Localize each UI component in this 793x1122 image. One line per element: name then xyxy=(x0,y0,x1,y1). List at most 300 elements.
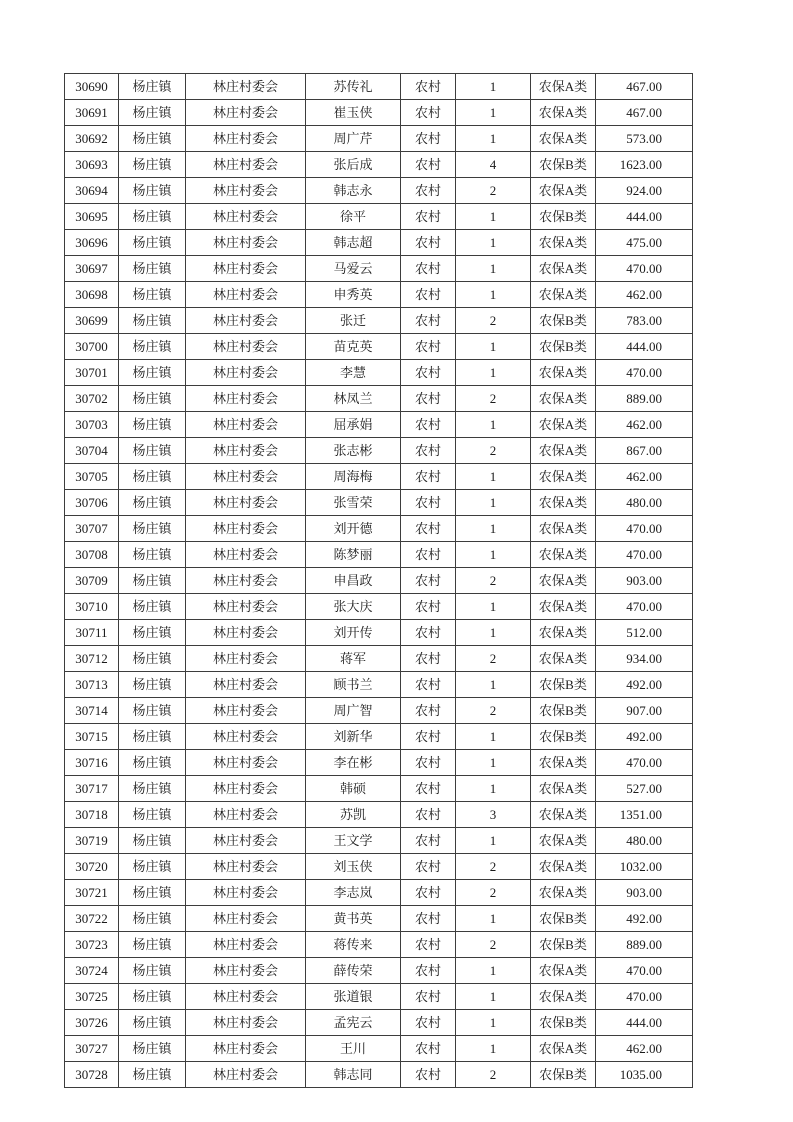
cell-insurance: 农保A类 xyxy=(531,126,596,152)
table-row xyxy=(65,828,693,854)
cell-insurance: 农保A类 xyxy=(531,1036,596,1062)
cell-town: 杨庄镇 xyxy=(119,828,186,854)
cell-category: 农村 xyxy=(401,178,456,204)
cell-category: 农村 xyxy=(401,126,456,152)
cell-category: 农村 xyxy=(401,100,456,126)
cell-id: 30706 xyxy=(65,490,119,516)
cell-village: 林庄村委会 xyxy=(186,438,306,464)
cell-town: 杨庄镇 xyxy=(119,776,186,802)
cell-insurance: 农保B类 xyxy=(531,906,596,932)
cell-village: 林庄村委会 xyxy=(186,672,306,698)
cell-count: 1 xyxy=(456,256,531,282)
cell-insurance: 农保A类 xyxy=(531,438,596,464)
cell-count: 1 xyxy=(456,724,531,750)
cell-count: 2 xyxy=(456,932,531,958)
cell-village: 林庄村委会 xyxy=(186,620,306,646)
cell-amount: 462.00 xyxy=(596,1036,693,1062)
cell-town: 杨庄镇 xyxy=(119,542,186,568)
cell-name: 张大庆 xyxy=(306,594,401,620)
cell-village: 林庄村委会 xyxy=(186,646,306,672)
cell-insurance: 农保A类 xyxy=(531,256,596,282)
cell-name: 王川 xyxy=(306,1036,401,1062)
cell-insurance: 农保B类 xyxy=(531,724,596,750)
cell-town: 杨庄镇 xyxy=(119,178,186,204)
cell-insurance: 农保B类 xyxy=(531,698,596,724)
cell-id: 30703 xyxy=(65,412,119,438)
cell-town: 杨庄镇 xyxy=(119,672,186,698)
cell-name: 苏传礼 xyxy=(306,74,401,100)
cell-insurance: 农保A类 xyxy=(531,464,596,490)
cell-amount: 462.00 xyxy=(596,412,693,438)
cell-insurance: 农保B类 xyxy=(531,932,596,958)
cell-insurance: 农保B类 xyxy=(531,1010,596,1036)
cell-name: 张后成 xyxy=(306,152,401,178)
table-row xyxy=(65,542,693,568)
cell-count: 2 xyxy=(456,568,531,594)
cell-id: 30718 xyxy=(65,802,119,828)
cell-count: 1 xyxy=(456,412,531,438)
cell-count: 1 xyxy=(456,542,531,568)
cell-category: 农村 xyxy=(401,282,456,308)
cell-insurance: 农保A类 xyxy=(531,646,596,672)
cell-amount: 889.00 xyxy=(596,386,693,412)
cell-town: 杨庄镇 xyxy=(119,464,186,490)
cell-village: 林庄村委会 xyxy=(186,594,306,620)
cell-id: 30707 xyxy=(65,516,119,542)
cell-id: 30712 xyxy=(65,646,119,672)
cell-count: 1 xyxy=(456,74,531,100)
cell-count: 1 xyxy=(456,126,531,152)
cell-town: 杨庄镇 xyxy=(119,724,186,750)
cell-count: 2 xyxy=(456,308,531,334)
table-row xyxy=(65,1036,693,1062)
cell-id: 30721 xyxy=(65,880,119,906)
table-row xyxy=(65,100,693,126)
cell-name: 韩志永 xyxy=(306,178,401,204)
cell-amount: 470.00 xyxy=(596,516,693,542)
cell-name: 陈梦丽 xyxy=(306,542,401,568)
cell-name: 张道银 xyxy=(306,984,401,1010)
cell-town: 杨庄镇 xyxy=(119,880,186,906)
cell-id: 30701 xyxy=(65,360,119,386)
cell-id: 30714 xyxy=(65,698,119,724)
cell-town: 杨庄镇 xyxy=(119,308,186,334)
cell-town: 杨庄镇 xyxy=(119,932,186,958)
cell-category: 农村 xyxy=(401,594,456,620)
cell-insurance: 农保A类 xyxy=(531,854,596,880)
cell-insurance: 农保A类 xyxy=(531,568,596,594)
cell-town: 杨庄镇 xyxy=(119,1010,186,1036)
cell-village: 林庄村委会 xyxy=(186,490,306,516)
cell-category: 农村 xyxy=(401,542,456,568)
cell-town: 杨庄镇 xyxy=(119,282,186,308)
table-row xyxy=(65,880,693,906)
cell-amount: 1351.00 xyxy=(596,802,693,828)
cell-town: 杨庄镇 xyxy=(119,230,186,256)
table-row xyxy=(65,178,693,204)
cell-count: 2 xyxy=(456,1062,531,1088)
cell-category: 农村 xyxy=(401,360,456,386)
cell-category: 农村 xyxy=(401,646,456,672)
cell-village: 林庄村委会 xyxy=(186,568,306,594)
table-row xyxy=(65,464,693,490)
cell-category: 农村 xyxy=(401,334,456,360)
cell-category: 农村 xyxy=(401,854,456,880)
cell-category: 农村 xyxy=(401,568,456,594)
cell-amount: 934.00 xyxy=(596,646,693,672)
cell-name: 张迁 xyxy=(306,308,401,334)
table-row xyxy=(65,152,693,178)
cell-village: 林庄村委会 xyxy=(186,204,306,230)
cell-category: 农村 xyxy=(401,516,456,542)
cell-count: 1 xyxy=(456,230,531,256)
cell-name: 李志岚 xyxy=(306,880,401,906)
cell-amount: 527.00 xyxy=(596,776,693,802)
cell-id: 30695 xyxy=(65,204,119,230)
cell-village: 林庄村委会 xyxy=(186,1036,306,1062)
table-row xyxy=(65,282,693,308)
cell-name: 蒋军 xyxy=(306,646,401,672)
table-row xyxy=(65,776,693,802)
cell-amount: 470.00 xyxy=(596,750,693,776)
cell-count: 3 xyxy=(456,802,531,828)
cell-category: 农村 xyxy=(401,880,456,906)
cell-village: 林庄村委会 xyxy=(186,880,306,906)
table-row xyxy=(65,646,693,672)
table-row xyxy=(65,386,693,412)
cell-name: 黄书英 xyxy=(306,906,401,932)
cell-name: 周广智 xyxy=(306,698,401,724)
cell-town: 杨庄镇 xyxy=(119,1036,186,1062)
cell-id: 30719 xyxy=(65,828,119,854)
cell-town: 杨庄镇 xyxy=(119,516,186,542)
cell-insurance: 农保A类 xyxy=(531,958,596,984)
cell-name: 张雪荣 xyxy=(306,490,401,516)
cell-village: 林庄村委会 xyxy=(186,230,306,256)
cell-category: 农村 xyxy=(401,490,456,516)
cell-amount: 573.00 xyxy=(596,126,693,152)
cell-count: 1 xyxy=(456,516,531,542)
cell-name: 马爱云 xyxy=(306,256,401,282)
cell-count: 1 xyxy=(456,282,531,308)
cell-name: 苏凯 xyxy=(306,802,401,828)
cell-insurance: 农保A类 xyxy=(531,542,596,568)
cell-insurance: 农保B类 xyxy=(531,308,596,334)
cell-village: 林庄村委会 xyxy=(186,308,306,334)
table-row xyxy=(65,984,693,1010)
cell-village: 林庄村委会 xyxy=(186,828,306,854)
cell-name: 王文学 xyxy=(306,828,401,854)
cell-insurance: 农保A类 xyxy=(531,594,596,620)
cell-insurance: 农保A类 xyxy=(531,802,596,828)
cell-name: 申昌政 xyxy=(306,568,401,594)
cell-insurance: 农保A类 xyxy=(531,984,596,1010)
cell-name: 韩志同 xyxy=(306,1062,401,1088)
cell-insurance: 农保A类 xyxy=(531,178,596,204)
cell-category: 农村 xyxy=(401,204,456,230)
cell-town: 杨庄镇 xyxy=(119,256,186,282)
cell-amount: 889.00 xyxy=(596,932,693,958)
cell-town: 杨庄镇 xyxy=(119,438,186,464)
cell-amount: 924.00 xyxy=(596,178,693,204)
cell-category: 农村 xyxy=(401,74,456,100)
table-row xyxy=(65,698,693,724)
cell-count: 1 xyxy=(456,360,531,386)
cell-count: 2 xyxy=(456,438,531,464)
cell-id: 30704 xyxy=(65,438,119,464)
cell-category: 农村 xyxy=(401,620,456,646)
cell-category: 农村 xyxy=(401,828,456,854)
cell-name: 徐平 xyxy=(306,204,401,230)
cell-count: 1 xyxy=(456,464,531,490)
cell-count: 1 xyxy=(456,906,531,932)
cell-amount: 470.00 xyxy=(596,984,693,1010)
cell-village: 林庄村委会 xyxy=(186,854,306,880)
cell-id: 30722 xyxy=(65,906,119,932)
cell-name: 刘开传 xyxy=(306,620,401,646)
cell-count: 1 xyxy=(456,776,531,802)
cell-category: 农村 xyxy=(401,308,456,334)
table-row xyxy=(65,672,693,698)
cell-town: 杨庄镇 xyxy=(119,152,186,178)
cell-category: 农村 xyxy=(401,958,456,984)
cell-name: 李慧 xyxy=(306,360,401,386)
cell-id: 30709 xyxy=(65,568,119,594)
table-row xyxy=(65,412,693,438)
cell-town: 杨庄镇 xyxy=(119,646,186,672)
table-row xyxy=(65,594,693,620)
cell-insurance: 农保A类 xyxy=(531,620,596,646)
cell-name: 顾书兰 xyxy=(306,672,401,698)
cell-insurance: 农保B类 xyxy=(531,672,596,698)
cell-name: 张志彬 xyxy=(306,438,401,464)
cell-village: 林庄村委会 xyxy=(186,126,306,152)
cell-name: 林凤兰 xyxy=(306,386,401,412)
cell-name: 孟宪云 xyxy=(306,1010,401,1036)
cell-town: 杨庄镇 xyxy=(119,126,186,152)
cell-amount: 470.00 xyxy=(596,256,693,282)
cell-category: 农村 xyxy=(401,438,456,464)
cell-category: 农村 xyxy=(401,230,456,256)
cell-id: 30693 xyxy=(65,152,119,178)
cell-category: 农村 xyxy=(401,464,456,490)
cell-amount: 467.00 xyxy=(596,100,693,126)
cell-name: 刘玉侠 xyxy=(306,854,401,880)
cell-town: 杨庄镇 xyxy=(119,412,186,438)
data-table xyxy=(64,73,693,1088)
table-row xyxy=(65,334,693,360)
cell-count: 1 xyxy=(456,204,531,230)
cell-village: 林庄村委会 xyxy=(186,386,306,412)
cell-id: 30713 xyxy=(65,672,119,698)
cell-count: 1 xyxy=(456,334,531,360)
cell-name: 韩硕 xyxy=(306,776,401,802)
table-row xyxy=(65,256,693,282)
cell-count: 1 xyxy=(456,620,531,646)
cell-village: 林庄村委会 xyxy=(186,282,306,308)
cell-category: 农村 xyxy=(401,152,456,178)
table-row xyxy=(65,932,693,958)
cell-name: 蒋传来 xyxy=(306,932,401,958)
table-row xyxy=(65,568,693,594)
cell-name: 刘开德 xyxy=(306,516,401,542)
cell-id: 30723 xyxy=(65,932,119,958)
table-row xyxy=(65,204,693,230)
cell-insurance: 农保A类 xyxy=(531,776,596,802)
cell-count: 2 xyxy=(456,178,531,204)
cell-amount: 470.00 xyxy=(596,594,693,620)
cell-count: 2 xyxy=(456,698,531,724)
cell-village: 林庄村委会 xyxy=(186,100,306,126)
cell-town: 杨庄镇 xyxy=(119,490,186,516)
cell-amount: 470.00 xyxy=(596,958,693,984)
cell-insurance: 农保A类 xyxy=(531,74,596,100)
cell-amount: 480.00 xyxy=(596,490,693,516)
cell-town: 杨庄镇 xyxy=(119,360,186,386)
cell-name: 刘新华 xyxy=(306,724,401,750)
cell-amount: 475.00 xyxy=(596,230,693,256)
cell-name: 李在彬 xyxy=(306,750,401,776)
cell-category: 农村 xyxy=(401,1010,456,1036)
cell-count: 2 xyxy=(456,880,531,906)
cell-town: 杨庄镇 xyxy=(119,334,186,360)
cell-id: 30716 xyxy=(65,750,119,776)
cell-village: 林庄村委会 xyxy=(186,1010,306,1036)
cell-name: 薛传荣 xyxy=(306,958,401,984)
table-row xyxy=(65,620,693,646)
cell-amount: 492.00 xyxy=(596,724,693,750)
cell-amount: 783.00 xyxy=(596,308,693,334)
cell-category: 农村 xyxy=(401,724,456,750)
cell-count: 1 xyxy=(456,1010,531,1036)
cell-insurance: 农保A类 xyxy=(531,516,596,542)
cell-name: 周海梅 xyxy=(306,464,401,490)
cell-name: 周广芹 xyxy=(306,126,401,152)
cell-name: 崔玉侠 xyxy=(306,100,401,126)
cell-count: 2 xyxy=(456,854,531,880)
cell-category: 农村 xyxy=(401,1062,456,1088)
cell-insurance: 农保A类 xyxy=(531,880,596,906)
cell-id: 30715 xyxy=(65,724,119,750)
cell-id: 30710 xyxy=(65,594,119,620)
cell-id: 30694 xyxy=(65,178,119,204)
table-row xyxy=(65,854,693,880)
cell-town: 杨庄镇 xyxy=(119,984,186,1010)
cell-amount: 867.00 xyxy=(596,438,693,464)
table-row xyxy=(65,308,693,334)
cell-amount: 1032.00 xyxy=(596,854,693,880)
cell-village: 林庄村委会 xyxy=(186,178,306,204)
table-body xyxy=(65,74,693,1088)
cell-town: 杨庄镇 xyxy=(119,698,186,724)
cell-amount: 907.00 xyxy=(596,698,693,724)
cell-count: 1 xyxy=(456,750,531,776)
cell-insurance: 农保A类 xyxy=(531,386,596,412)
cell-town: 杨庄镇 xyxy=(119,906,186,932)
cell-amount: 492.00 xyxy=(596,906,693,932)
cell-town: 杨庄镇 xyxy=(119,386,186,412)
cell-amount: 903.00 xyxy=(596,880,693,906)
cell-id: 30726 xyxy=(65,1010,119,1036)
table-row xyxy=(65,490,693,516)
cell-village: 林庄村委会 xyxy=(186,932,306,958)
cell-category: 农村 xyxy=(401,932,456,958)
cell-village: 林庄村委会 xyxy=(186,464,306,490)
cell-village: 林庄村委会 xyxy=(186,958,306,984)
cell-category: 农村 xyxy=(401,1036,456,1062)
cell-town: 杨庄镇 xyxy=(119,100,186,126)
cell-id: 30699 xyxy=(65,308,119,334)
cell-amount: 470.00 xyxy=(596,360,693,386)
cell-category: 农村 xyxy=(401,412,456,438)
cell-town: 杨庄镇 xyxy=(119,1062,186,1088)
cell-id: 30691 xyxy=(65,100,119,126)
table-row xyxy=(65,1062,693,1088)
cell-category: 农村 xyxy=(401,750,456,776)
cell-name: 韩志超 xyxy=(306,230,401,256)
cell-amount: 492.00 xyxy=(596,672,693,698)
cell-id: 30727 xyxy=(65,1036,119,1062)
cell-count: 1 xyxy=(456,828,531,854)
cell-amount: 1035.00 xyxy=(596,1062,693,1088)
cell-amount: 512.00 xyxy=(596,620,693,646)
cell-town: 杨庄镇 xyxy=(119,802,186,828)
cell-village: 林庄村委会 xyxy=(186,412,306,438)
cell-village: 林庄村委会 xyxy=(186,776,306,802)
cell-category: 农村 xyxy=(401,256,456,282)
cell-village: 林庄村委会 xyxy=(186,74,306,100)
table-row xyxy=(65,802,693,828)
cell-count: 1 xyxy=(456,672,531,698)
cell-town: 杨庄镇 xyxy=(119,204,186,230)
cell-town: 杨庄镇 xyxy=(119,568,186,594)
cell-amount: 480.00 xyxy=(596,828,693,854)
table-row xyxy=(65,750,693,776)
cell-insurance: 农保B类 xyxy=(531,1062,596,1088)
table-row xyxy=(65,516,693,542)
cell-category: 农村 xyxy=(401,984,456,1010)
table-row xyxy=(65,230,693,256)
cell-amount: 903.00 xyxy=(596,568,693,594)
cell-id: 30702 xyxy=(65,386,119,412)
table-row xyxy=(65,438,693,464)
cell-count: 1 xyxy=(456,1036,531,1062)
cell-id: 30700 xyxy=(65,334,119,360)
cell-category: 农村 xyxy=(401,776,456,802)
cell-id: 30696 xyxy=(65,230,119,256)
cell-id: 30720 xyxy=(65,854,119,880)
cell-town: 杨庄镇 xyxy=(119,620,186,646)
cell-id: 30724 xyxy=(65,958,119,984)
cell-insurance: 农保A类 xyxy=(531,750,596,776)
cell-id: 30692 xyxy=(65,126,119,152)
cell-count: 1 xyxy=(456,958,531,984)
table-row xyxy=(65,74,693,100)
cell-id: 30697 xyxy=(65,256,119,282)
cell-amount: 462.00 xyxy=(596,282,693,308)
cell-town: 杨庄镇 xyxy=(119,594,186,620)
cell-count: 2 xyxy=(456,386,531,412)
cell-insurance: 农保A类 xyxy=(531,282,596,308)
cell-amount: 444.00 xyxy=(596,204,693,230)
cell-id: 30708 xyxy=(65,542,119,568)
table-row xyxy=(65,1010,693,1036)
table-row xyxy=(65,906,693,932)
table-row xyxy=(65,126,693,152)
cell-town: 杨庄镇 xyxy=(119,74,186,100)
table-row xyxy=(65,360,693,386)
cell-category: 农村 xyxy=(401,906,456,932)
